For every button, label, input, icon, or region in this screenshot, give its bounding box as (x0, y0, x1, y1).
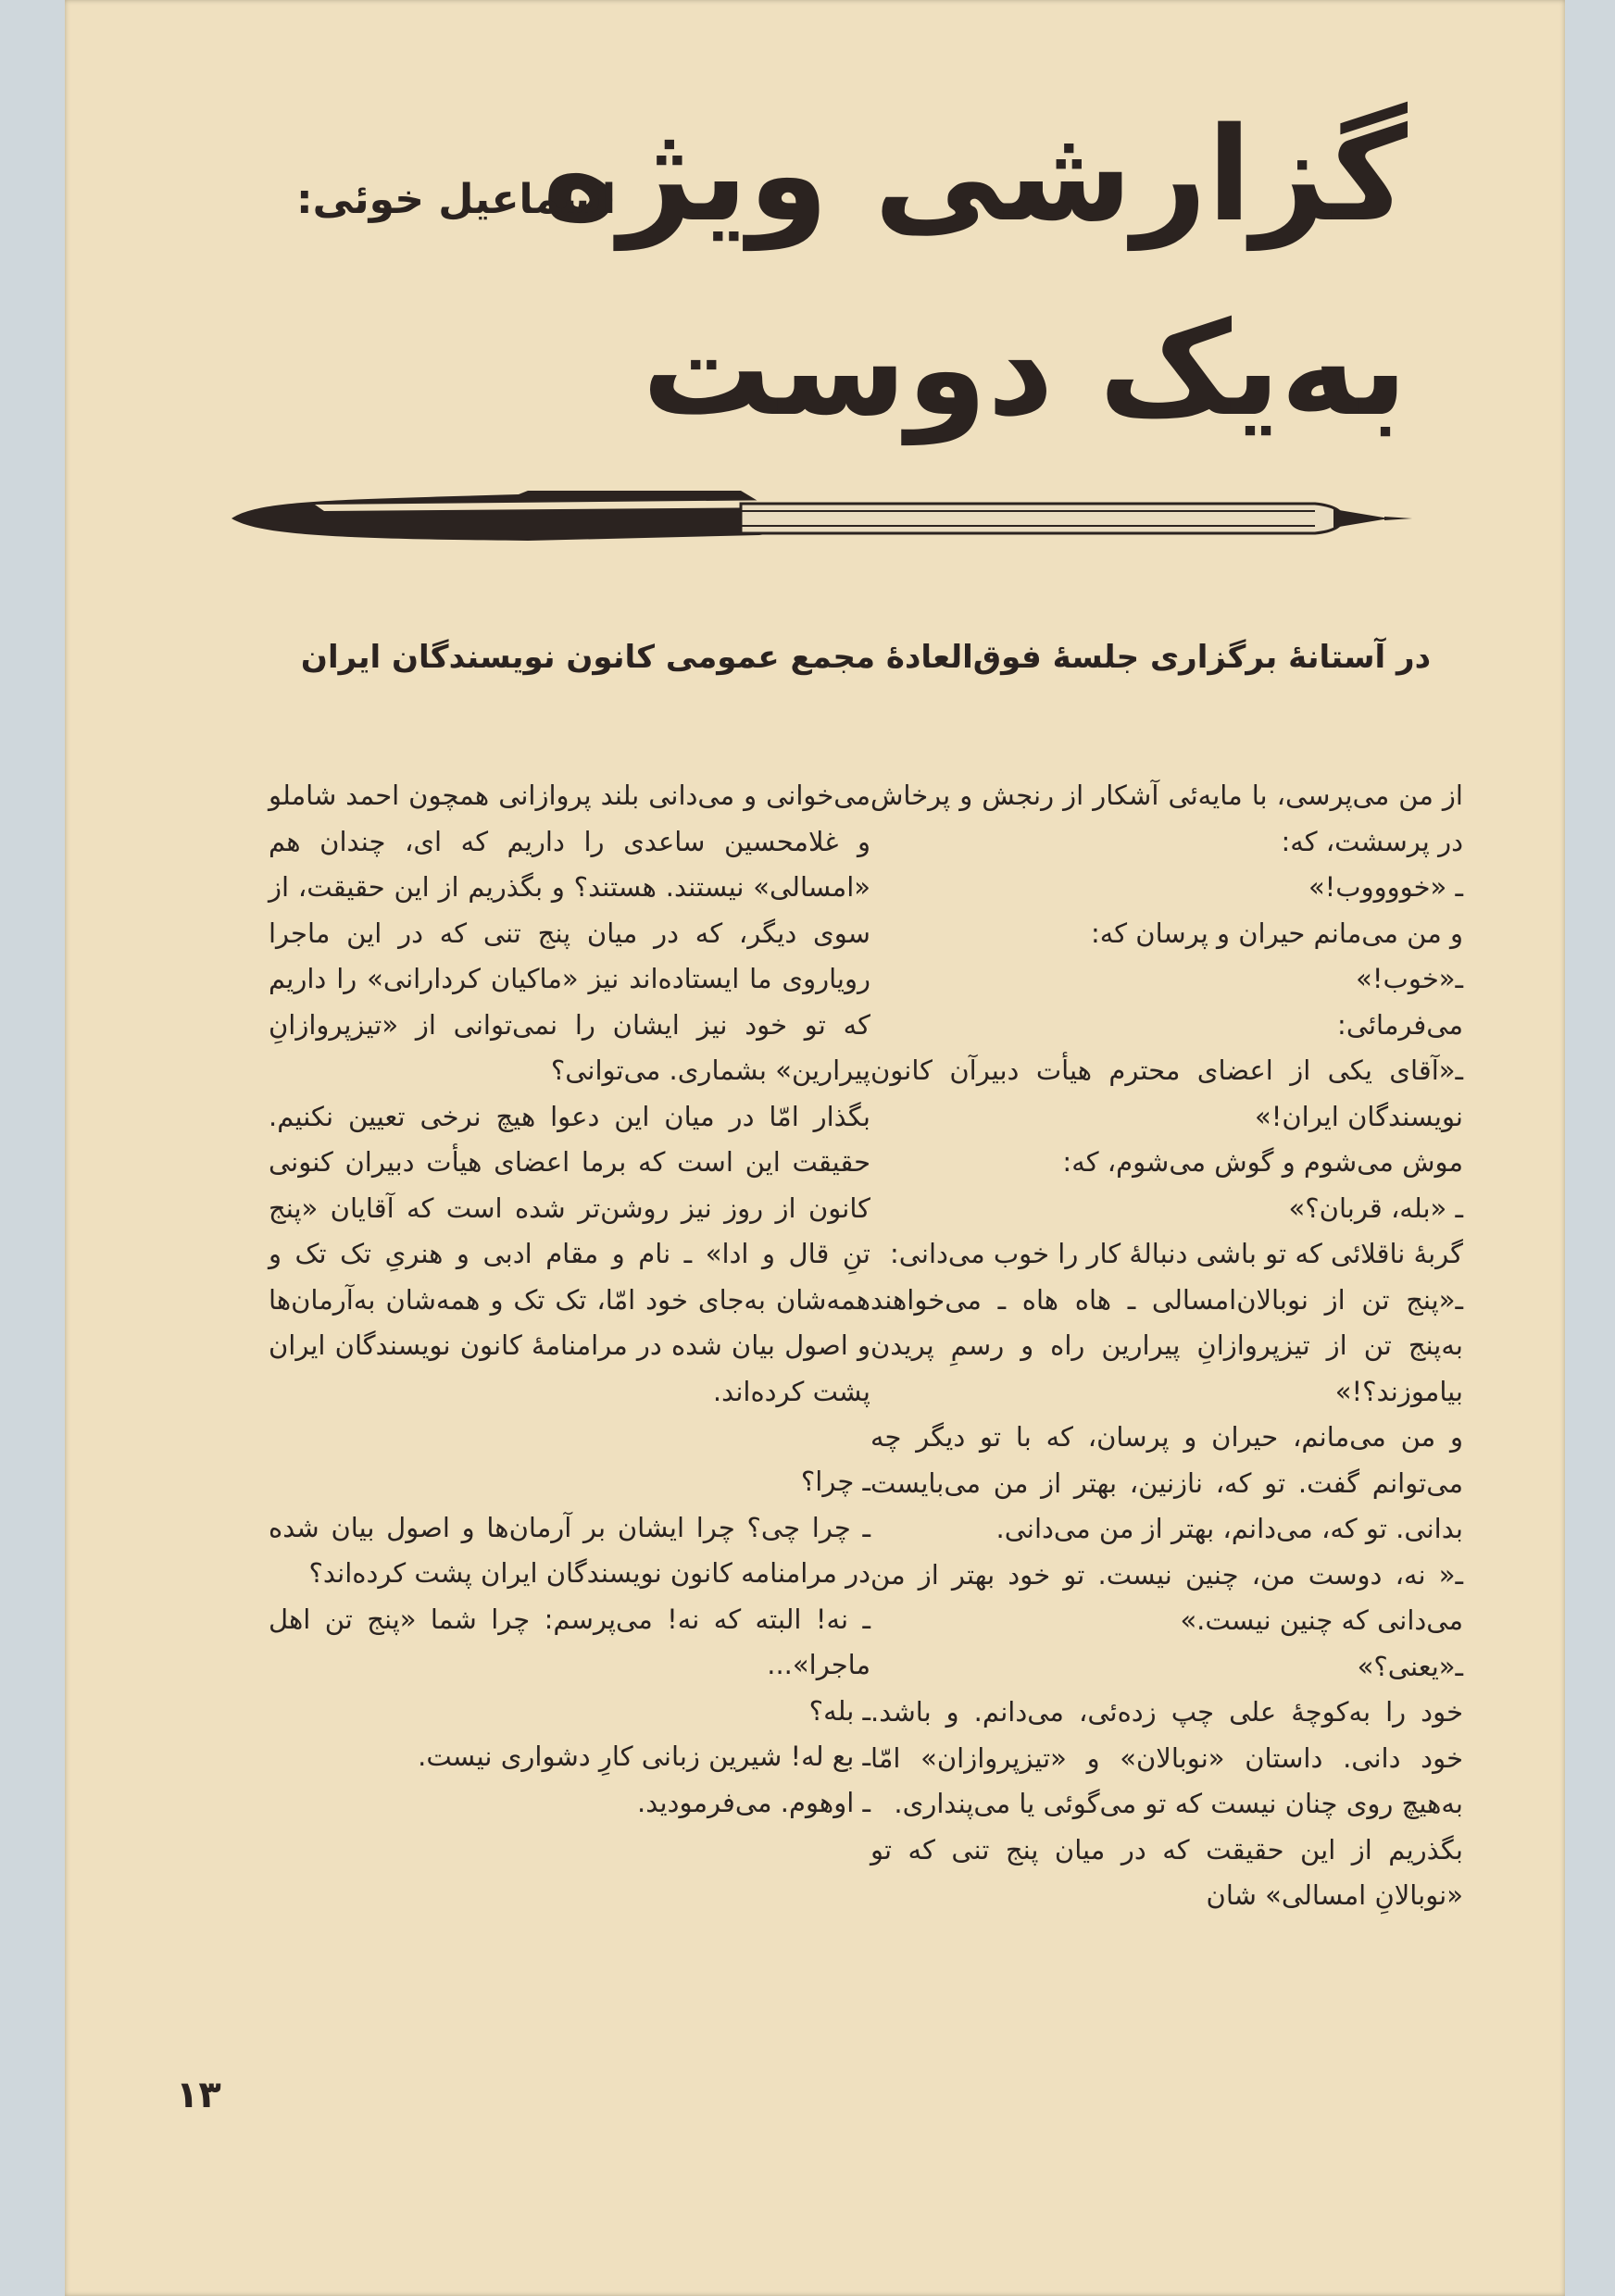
paragraph: می‌خوانی و می‌دانی بلند پروازانی همچون احمد شاملو و غلامحسین ساعدی را داریم که ای، چندان هم «امسالی» نیستند. هستند؟ و بگذریم از این حقیقت، از سوی دیگر، که در میان پنج تنی که در این ماجرا رویاروی ما ایستاده‌اند نیز «ماکیان کردارانی» را داریم که تو خود نیز ایشان را نمی‌توانی از «تیزپروازانِ پیرارین» بشماری. می‌توانی؟ (269, 780, 870, 1086)
paragraph: ـ نه! البته که نه! می‌پرسم: چرا شما «پنج تن اهل ماجرا»... (269, 1603, 870, 1680)
paragraph: موش می‌شوم و گوش می‌شوم، که: (1062, 1146, 1463, 1178)
magazine-page (65, 0, 1565, 2296)
paragraph: ـ« نه، دوست من، چنین نیست. تو خود بهتر از من می‌دانی که چنین نیست.» (870, 1558, 1463, 1636)
paragraph: ـ اوهوم. می‌فرمودید. (637, 1786, 870, 1818)
paragraph: خود را به‌کوچهٔ علی چپ زده‌ئی، می‌دانم. و باشد. خود دانی. داستان «نوبالان» و «تیزپروازان» امّا به‌هیچ روی چنان نیست که تو می‌گوئی یا می‌پنداری. (870, 1696, 1463, 1819)
article-subtitle: در آستانهٔ برگزاری جلسهٔ فوق‌العادهٔ مجمع عمومی کانون نویسندگان ایران (300, 639, 1432, 676)
paragraph: بگذار امّا در میان این دعوا هیچ نرخی تعیین نکنیم. حقیقت این است که برما اعضای هیأت دبیران کنونی کانون از روز نیز روشن‌تر شده است که آقایان «پنج تنِ قال و ادا» ـ نام و مقام ادبی و هنریِ تک تک و همه‌شان به‌جای خود امّا، تک تک و همه‌شان به‌آرمان‌ها و اصول بیان شده در مرامنامهٔ کانون نویسندگان ایران پشت کرده‌اند. (269, 1100, 870, 1407)
article-title-line-1: گزارشی ویژه (542, 100, 1408, 251)
author-name: اسماعیل خوئی: (296, 176, 616, 223)
pen-illustration (222, 463, 1417, 565)
text-column-left (269, 773, 870, 1826)
paragraph: بگذریم از این حقیقت که در میان پنج تنی که تو «نوبالانِ امسالی» شان (870, 1833, 1463, 1911)
paragraph: ـ بع له! شیرین زبانی کارِ دشواری نیست. (418, 1741, 870, 1772)
paragraph: و من می‌مانم، حیران و پرسان، که با تو دیگر چه می‌توانم گفت. تو که، نازنین، بهتر از من می‌بایست بدانی. تو که، می‌دانم، بهتر از من می‌دانی. (870, 1421, 1463, 1544)
paragraph-gap (269, 1415, 870, 1459)
paragraph: ـ«یعنی؟» (1357, 1650, 1463, 1682)
paragraph: ـ چرا چی؟ چرا ایشان بر آرمان‌ها و اصول بیان شده در مرامنامه کانون نویسندگان ایران پشت کرده‌اند؟ (269, 1511, 870, 1589)
page-number: ۱۳ (176, 2074, 221, 2116)
paragraph: گربهٔ ناقلائی که تو باشی دنبالهٔ کار را خوب می‌دانی: (889, 1238, 1463, 1269)
text-column-right (870, 773, 1463, 1919)
paragraph: از من می‌پرسی، با مایه‌ئی آشکار از رنجش و پرخاش در پرسشت، که: (870, 780, 1463, 857)
paragraph: ـ«آقای یکی از اعضای محترم هیأت دبیرآن کانون نویسندگان ایران!» (870, 1054, 1463, 1132)
paragraph: ـ«پنج تن از نوبالان‌امسالی ـ هاه هاه ـ می‌خواهند به‌پنج تن از تیزپروازانِ پیرارین راه و رسمِ پریدن بیاموزند؟!» (870, 1283, 1463, 1407)
paragraph: ـ«خوب!» (1356, 963, 1463, 994)
paragraph: ـ بله؟ (808, 1694, 870, 1727)
paragraph: ـ «بله، قربان؟» (1288, 1192, 1463, 1224)
paragraph: ـ «خووووب!» (1308, 871, 1463, 903)
paragraph: ـ چرا؟ (800, 1466, 870, 1497)
paragraph: می‌فرمائی: (1337, 1008, 1463, 1041)
article-title-line-2: به‌یک دوست (642, 294, 1408, 445)
paragraph: و من می‌مانم حیران و پرسان که: (1090, 917, 1463, 949)
